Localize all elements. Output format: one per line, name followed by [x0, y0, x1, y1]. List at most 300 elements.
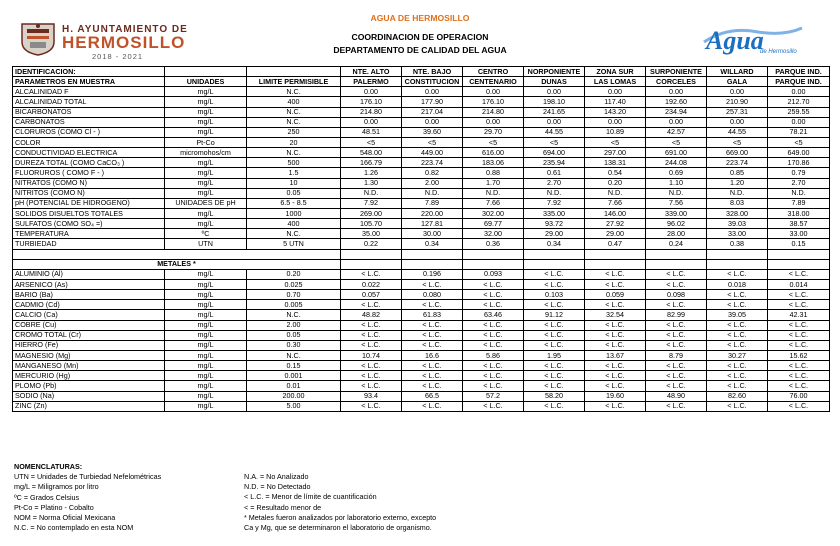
- table-cell: N.C.: [247, 107, 341, 117]
- table-cell: 0.22: [341, 239, 402, 249]
- table-cell: mg/L: [165, 127, 247, 137]
- table-cell: 8.03: [707, 198, 768, 208]
- table-cell: < L.C.: [707, 290, 768, 300]
- table-cell: 5 UTN: [247, 239, 341, 249]
- table-cell: UNIDADES: [165, 77, 247, 87]
- table-cell: 0.098: [646, 290, 707, 300]
- table-cell: 0.196: [402, 269, 463, 279]
- nomenclature-item: N.D. = No Detectado: [244, 482, 311, 492]
- table-spacer-row: [13, 249, 830, 259]
- table-row: [13, 87, 830, 97]
- table-cell: 0.093: [463, 269, 524, 279]
- table-cell: 297.00: [585, 148, 646, 158]
- table-cell: 339.00: [646, 208, 707, 218]
- table-cell: < L.C.: [524, 340, 585, 350]
- table-cell: mg/L: [165, 320, 247, 330]
- table-cell: < L.C.: [341, 401, 402, 411]
- table-cell: < L.C.: [463, 320, 524, 330]
- table-cell: CONSTITUCION: [402, 77, 463, 87]
- table-cell: 5.86: [463, 350, 524, 360]
- table-cell: 2.70: [768, 178, 830, 188]
- table-cell: 39.60: [402, 127, 463, 137]
- table-cell: 1.95: [524, 350, 585, 360]
- table-cell: 210.90: [707, 97, 768, 107]
- nomenclature-item: UTN = Unidades de Turbiedad Nefelométricas: [14, 472, 162, 482]
- table-cell: 0.69: [646, 168, 707, 178]
- table-row: [13, 168, 830, 178]
- table-cell: < L.C.: [585, 361, 646, 371]
- table-cell: [402, 249, 463, 259]
- table-cell: 28.00: [646, 229, 707, 239]
- table-cell: < L.C.: [524, 279, 585, 289]
- table-cell: < L.C.: [402, 320, 463, 330]
- table-cell: 2.00: [402, 178, 463, 188]
- table-cell: 44.55: [707, 127, 768, 137]
- table-cell: 0.82: [402, 168, 463, 178]
- table-cell: 1.30: [341, 178, 402, 188]
- table-cell: 691.00: [646, 148, 707, 158]
- table-cell: 0.080: [402, 290, 463, 300]
- table-cell: ºC: [165, 229, 247, 239]
- table-cell: mg/L: [165, 269, 247, 279]
- table-cell: 15.62: [768, 350, 830, 360]
- table-cell: 0.88: [463, 168, 524, 178]
- table-cell: mg/L: [165, 87, 247, 97]
- table-cell: 0.103: [524, 290, 585, 300]
- table-cell: 1.20: [707, 178, 768, 188]
- table-header-row: [13, 67, 830, 77]
- table-cell: mg/L: [165, 97, 247, 107]
- table-cell: < L.C.: [646, 401, 707, 411]
- table-row: [13, 229, 830, 239]
- table-row: [13, 361, 830, 371]
- table-cell: < L.C.: [646, 371, 707, 381]
- table-row: [13, 381, 830, 391]
- table-cell: 0.01: [247, 381, 341, 391]
- table-cell: N.D.: [341, 188, 402, 198]
- table-cell: CONDUCTIVIDAD ELECTRICA: [13, 148, 165, 158]
- table-cell: 328.00: [707, 208, 768, 218]
- table-cell: 30.27: [707, 350, 768, 360]
- table-cell: 0.36: [463, 239, 524, 249]
- table-cell: 212.70: [768, 97, 830, 107]
- table-cell: 33.00: [707, 229, 768, 239]
- table-row: [13, 350, 830, 360]
- nomenclature-item: N.C. = No contemplado en esta NOM: [14, 523, 134, 533]
- table-cell: PALERMO: [341, 77, 402, 87]
- table-cell: 269.00: [341, 208, 402, 218]
- table-cell: < L.C.: [707, 330, 768, 340]
- table-cell: 69.77: [463, 219, 524, 229]
- table-cell: 0.54: [585, 168, 646, 178]
- table-cell: < L.C.: [463, 361, 524, 371]
- table-cell: 235.94: [524, 158, 585, 168]
- table-cell: < L.C.: [707, 269, 768, 279]
- table-cell: < L.C.: [402, 279, 463, 289]
- table-cell: 7.89: [402, 198, 463, 208]
- nomenclature-item: < L.C. = Menor de límite de cuantificación: [244, 492, 377, 502]
- nomenclature-item: mg/L = Miligramos por litro: [14, 482, 99, 492]
- table-cell: [13, 249, 341, 259]
- table-cell: < L.C.: [768, 401, 830, 411]
- table-cell: N.C.: [247, 148, 341, 158]
- table-cell: 5.00: [247, 401, 341, 411]
- table-cell: PARQUE IND.: [768, 77, 830, 87]
- table-cell: 616.00: [463, 148, 524, 158]
- table-cell: 214.80: [463, 107, 524, 117]
- table-cell: 0.022: [341, 279, 402, 289]
- table-cell: < L.C.: [585, 381, 646, 391]
- table-cell: 0.00: [646, 87, 707, 97]
- table-cell: < L.C.: [707, 300, 768, 310]
- table-cell: 57.2: [463, 391, 524, 401]
- table-cell: mg/L: [165, 279, 247, 289]
- table-cell: SOLIDOS DISUELTOS TOTALES: [13, 208, 165, 218]
- table-cell: < L.C.: [524, 361, 585, 371]
- table-cell: CROMO TOTAL (Cr): [13, 330, 165, 340]
- table-cell: < L.C.: [524, 381, 585, 391]
- table-cell: 318.00: [768, 208, 830, 218]
- table-cell: <5: [585, 137, 646, 147]
- table-cell: < L.C.: [402, 300, 463, 310]
- table-cell: [463, 249, 524, 259]
- table-cell: [165, 67, 247, 77]
- table-cell: < L.C.: [646, 330, 707, 340]
- table-cell: 241.65: [524, 107, 585, 117]
- table-cell: < L.C.: [341, 269, 402, 279]
- table-cell: 694.00: [524, 148, 585, 158]
- table-cell: N.D.: [463, 188, 524, 198]
- table-cell: 335.00: [524, 208, 585, 218]
- nomenclature-item: < = Resultado menor de: [244, 502, 322, 512]
- table-cell: CALCIO (Ca): [13, 310, 165, 320]
- table-cell: 138.31: [585, 158, 646, 168]
- table-row: [13, 300, 830, 310]
- table-cell: < L.C.: [463, 300, 524, 310]
- table-cell: mg/L: [165, 391, 247, 401]
- table-cell: 166.79: [341, 158, 402, 168]
- table-cell: pH (POTENCIAL DE HIDROGENO): [13, 198, 165, 208]
- table-cell: < L.C.: [524, 330, 585, 340]
- table-cell: 177.90: [402, 97, 463, 107]
- table-cell: 93.72: [524, 219, 585, 229]
- table-row: [13, 340, 830, 350]
- table-cell: [646, 249, 707, 259]
- table-cell: < L.C.: [341, 330, 402, 340]
- table-cell: 7.66: [585, 198, 646, 208]
- table-cell: 44.55: [524, 127, 585, 137]
- table-cell: N.D.: [646, 188, 707, 198]
- table-row: [13, 371, 830, 381]
- table-cell: < L.C.: [463, 279, 524, 289]
- table-cell: 2.00: [247, 320, 341, 330]
- table-cell: 176.10: [341, 97, 402, 107]
- table-cell: 0.057: [341, 290, 402, 300]
- agua-logo-subtext: de Hermosillo: [760, 49, 797, 55]
- table-cell: UNIDADES DE pH: [165, 198, 247, 208]
- table-cell: 449.00: [402, 148, 463, 158]
- table-cell: 91.12: [524, 310, 585, 320]
- table-cell: 33.00: [768, 229, 830, 239]
- table-cell: < L.C.: [768, 330, 830, 340]
- table-cell: 63.46: [463, 310, 524, 320]
- table-cell: < L.C.: [646, 320, 707, 330]
- table-cell: 223.74: [402, 158, 463, 168]
- table-row: [13, 198, 830, 208]
- table-cell: CORCELES: [646, 77, 707, 87]
- table-row: [13, 127, 830, 137]
- table-cell: < L.C.: [341, 340, 402, 350]
- table-cell: < L.C.: [585, 340, 646, 350]
- table-cell: MANGANESO (Mn): [13, 361, 165, 371]
- table-cell: < L.C.: [707, 320, 768, 330]
- table-cell: 10.74: [341, 350, 402, 360]
- table-cell: < L.C.: [768, 340, 830, 350]
- table-cell: < L.C.: [585, 330, 646, 340]
- table-cell: 0.00: [341, 117, 402, 127]
- table-cell: 61.83: [402, 310, 463, 320]
- table-cell: 10: [247, 178, 341, 188]
- table-cell: < L.C.: [585, 279, 646, 289]
- table-cell: 0.00: [768, 87, 830, 97]
- table-cell: CENTENARIO: [463, 77, 524, 87]
- table-cell: 259.55: [768, 107, 830, 117]
- table-cell: mg/L: [165, 350, 247, 360]
- table-cell: mg/L: [165, 381, 247, 391]
- table-cell: UTN: [165, 239, 247, 249]
- table-cell: ALUMINIO (Al): [13, 269, 165, 279]
- table-cell: BARIO (Ba): [13, 290, 165, 300]
- table-row: [13, 188, 830, 198]
- table-cell: 0.018: [707, 279, 768, 289]
- table-cell: [585, 259, 646, 269]
- table-cell: < L.C.: [585, 300, 646, 310]
- table-cell: N.C.: [247, 310, 341, 320]
- table-row: [13, 290, 830, 300]
- table-cell: < L.C.: [646, 361, 707, 371]
- table-cell: < L.C.: [585, 320, 646, 330]
- table-cell: 217.04: [402, 107, 463, 117]
- table-cell: 42.31: [768, 310, 830, 320]
- table-cell: 7.92: [341, 198, 402, 208]
- table-cell: 0.70: [247, 290, 341, 300]
- table-cell: GALA: [707, 77, 768, 87]
- table-cell: 669.00: [707, 148, 768, 158]
- table-cell: N.D.: [585, 188, 646, 198]
- table-cell: mg/L: [165, 401, 247, 411]
- table-cell: 649.00: [768, 148, 830, 158]
- table-cell: 0.00: [707, 87, 768, 97]
- table-cell: mg/L: [165, 310, 247, 320]
- table-cell: N.C.: [247, 229, 341, 239]
- table-row: [13, 107, 830, 117]
- table-cell: 0.15: [768, 239, 830, 249]
- table-cell: 0.61: [524, 168, 585, 178]
- table-cell: 38.57: [768, 219, 830, 229]
- table-cell: N.C.: [247, 350, 341, 360]
- table-cell: < L.C.: [768, 269, 830, 279]
- table-cell: 48.51: [341, 127, 402, 137]
- table-cell: METALES *: [13, 259, 341, 269]
- table-cell: 0.00: [463, 117, 524, 127]
- table-cell: Pt-Co: [165, 137, 247, 147]
- table-cell: ZONA SUR: [585, 67, 646, 77]
- table-cell: 1000: [247, 208, 341, 218]
- table-cell: SODIO (Na): [13, 391, 165, 401]
- table-cell: NTE. BAJO: [402, 67, 463, 77]
- table-cell: 27.92: [585, 219, 646, 229]
- table-cell: < L.C.: [768, 290, 830, 300]
- nomenclature-title: NOMENCLATURAS:: [14, 462, 83, 471]
- table-cell: 1.26: [341, 168, 402, 178]
- table-cell: BICARBONATOS: [13, 107, 165, 117]
- table-cell: WILLARD: [707, 67, 768, 77]
- table-cell: 223.74: [707, 158, 768, 168]
- table-row: [13, 330, 830, 340]
- table-cell: 0.00: [707, 117, 768, 127]
- table-cell: <5: [524, 137, 585, 147]
- table-cell: DUNAS: [524, 77, 585, 87]
- table-cell: N.D.: [768, 188, 830, 198]
- table-cell: ALCALINIDAD TOTAL: [13, 97, 165, 107]
- table-cell: 7.66: [463, 198, 524, 208]
- table-cell: ZINC (Zn): [13, 401, 165, 411]
- table-cell: < L.C.: [646, 279, 707, 289]
- table-cell: 0.014: [768, 279, 830, 289]
- table-cell: 35.00: [341, 229, 402, 239]
- table-cell: 302.00: [463, 208, 524, 218]
- table-row: [13, 158, 830, 168]
- table-cell: 548.00: [341, 148, 402, 158]
- table-cell: 200.00: [247, 391, 341, 401]
- table-cell: 0.85: [707, 168, 768, 178]
- table-cell: TEMPERATURA: [13, 229, 165, 239]
- table-cell: 32.00: [463, 229, 524, 239]
- table-row: [13, 279, 830, 289]
- table-cell: mg/L: [165, 371, 247, 381]
- table-cell: NITRATOS (COMO N): [13, 178, 165, 188]
- table-cell: < L.C.: [341, 361, 402, 371]
- table-cell: FLUORUROS ( COMO F - ): [13, 168, 165, 178]
- table-cell: < L.C.: [524, 401, 585, 411]
- nomenclature-item: Pt-Co = Platino - Cobalto: [14, 502, 94, 512]
- table-cell: < L.C.: [402, 330, 463, 340]
- table-cell: 0.00: [585, 87, 646, 97]
- table-cell: 10.89: [585, 127, 646, 137]
- table-cell: TURBIEDAD: [13, 239, 165, 249]
- table-cell: IDENTIFICACION:: [13, 67, 165, 77]
- table-cell: 143.20: [585, 107, 646, 117]
- table-row: [13, 97, 830, 107]
- table-row: [13, 148, 830, 158]
- table-cell: 0.00: [768, 117, 830, 127]
- table-cell: 29.70: [463, 127, 524, 137]
- table-cell: 500: [247, 158, 341, 168]
- table-cell: <5: [402, 137, 463, 147]
- table-cell: 0.20: [585, 178, 646, 188]
- table-cell: < L.C.: [707, 401, 768, 411]
- table-cell: CENTRO: [463, 67, 524, 77]
- table-cell: < L.C.: [341, 320, 402, 330]
- table-cell: PARAMETROS EN MUESTRA: [13, 77, 165, 87]
- table-cell: 176.10: [463, 97, 524, 107]
- table-cell: <5: [707, 137, 768, 147]
- table-cell: N.D.: [402, 188, 463, 198]
- table-cell: 170.86: [768, 158, 830, 168]
- table-cell: mg/L: [165, 290, 247, 300]
- table-cell: [463, 259, 524, 269]
- table-cell: DUREZA TOTAL (COMO CaCO₃ ): [13, 158, 165, 168]
- table-cell: [585, 249, 646, 259]
- org-name: AGUA DE HERMOSILLO: [370, 13, 470, 23]
- municipality-top: H. AYUNTAMIENTO DE: [62, 24, 188, 35]
- table-row: [13, 391, 830, 401]
- table-cell: 39.05: [707, 310, 768, 320]
- table-cell: 198.10: [524, 97, 585, 107]
- table-cell: LAS LOMAS: [585, 77, 646, 87]
- table-cell: 127.81: [402, 219, 463, 229]
- table-cell: < L.C.: [524, 371, 585, 381]
- table-cell: 0.34: [402, 239, 463, 249]
- table-cell: 146.00: [585, 208, 646, 218]
- table-cell: 257.31: [707, 107, 768, 117]
- table-cell: [524, 249, 585, 259]
- table-cell: < L.C.: [463, 371, 524, 381]
- municipality-years: 2018 - 2021: [92, 52, 144, 61]
- table-cell: < L.C.: [524, 269, 585, 279]
- table-cell: 82.60: [707, 391, 768, 401]
- table-cell: <5: [646, 137, 707, 147]
- table-cell: < L.C.: [768, 371, 830, 381]
- table-row: [13, 401, 830, 411]
- table-cell: 0.47: [585, 239, 646, 249]
- table-cell: mg/L: [165, 117, 247, 127]
- table-cell: mg/L: [165, 330, 247, 340]
- table-cell: < L.C.: [524, 300, 585, 310]
- table-cell: 7.92: [524, 198, 585, 208]
- table-cell: 192.60: [646, 97, 707, 107]
- table-cell: 0.24: [646, 239, 707, 249]
- table-cell: 0.00: [646, 117, 707, 127]
- table-cell: 0.79: [768, 168, 830, 178]
- table-cell: 250: [247, 127, 341, 137]
- table-cell: 234.94: [646, 107, 707, 117]
- table-cell: ALCALINIDAD F: [13, 87, 165, 97]
- table-cell: N.C.: [247, 117, 341, 127]
- table-cell: [768, 249, 830, 259]
- table-cell: [707, 259, 768, 269]
- table-cell: 0.15: [247, 361, 341, 371]
- table-cell: < L.C.: [585, 401, 646, 411]
- table-cell: 7.56: [646, 198, 707, 208]
- table-cell: 0.005: [247, 300, 341, 310]
- table-cell: < L.C.: [707, 361, 768, 371]
- table-cell: < L.C.: [341, 371, 402, 381]
- table-cell: < L.C.: [646, 381, 707, 391]
- table-cell: 0.30: [247, 340, 341, 350]
- nomenclature-item: N.A. = No Analizado: [244, 472, 309, 481]
- table-cell: 214.80: [341, 107, 402, 117]
- table-cell: < L.C.: [646, 269, 707, 279]
- table-cell: 0.00: [524, 87, 585, 97]
- table-cell: 0.00: [402, 117, 463, 127]
- table-cell: 0.001: [247, 371, 341, 381]
- table-cell: < L.C.: [463, 330, 524, 340]
- table-cell: SURPONIENTE: [646, 67, 707, 77]
- municipality-name: HERMOSILLO: [62, 33, 186, 52]
- table-cell: < L.C.: [585, 371, 646, 381]
- table-cell: N.D.: [524, 188, 585, 198]
